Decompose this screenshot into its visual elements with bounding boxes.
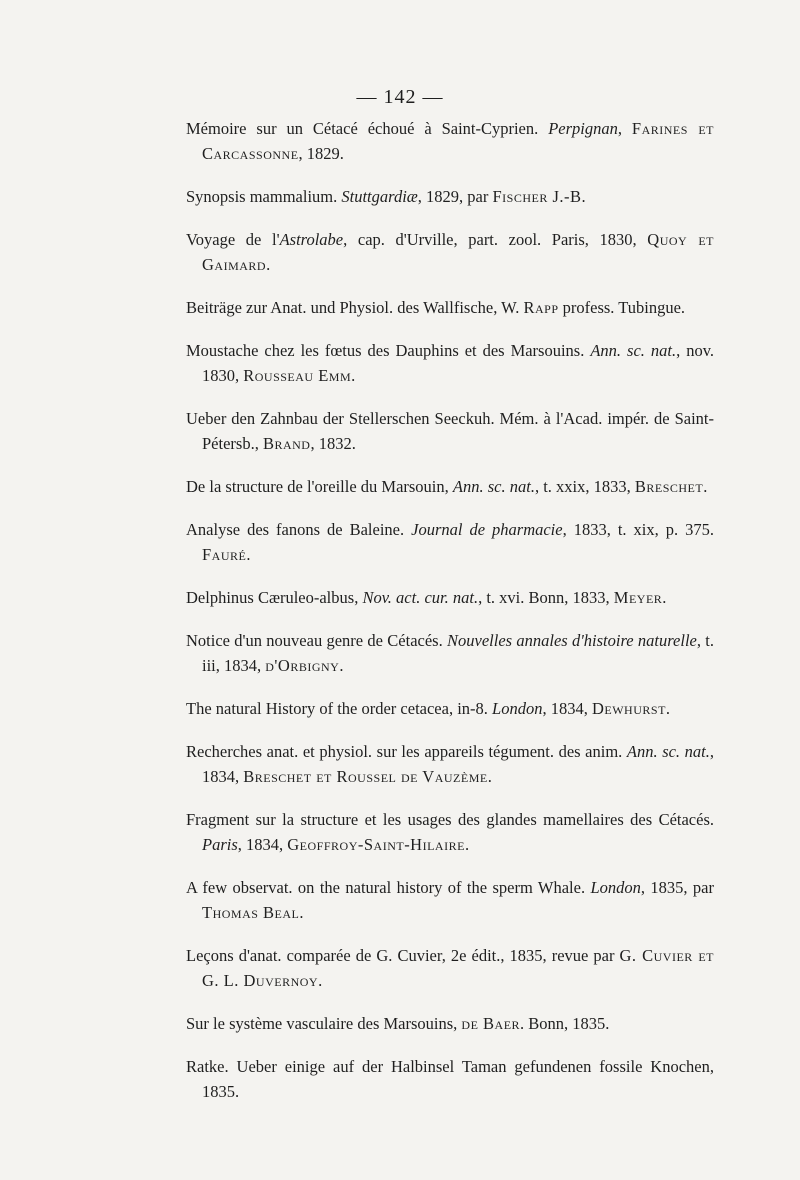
entry-author: Brand [262,434,311,453]
entry-author: G. Cuvier et G. L. Duvernoy [202,946,714,990]
bibliography-entry [186,1011,714,1036]
entry-text-end: , 1832. [310,434,356,453]
entry-author: Dewhurst [591,699,666,718]
bibliography-entry [186,875,714,925]
entry-text-end: . [246,545,251,564]
entry-text: Notice d'un nouveau genre de Cétacés. [186,631,448,650]
bibliography-entry [186,696,714,721]
entry-text-end: , 1829. [298,144,344,163]
entry-text-end: . [487,767,492,786]
entry-text-end: . [464,835,470,854]
entry-italic: Nov. act. cur. nat. [362,588,479,607]
entry-author: Rousseau Emm [243,366,352,385]
entry-text-end: . [665,699,671,718]
bibliography-entry [186,184,714,209]
entry-text: Analyse des fanons de Baleine. [186,520,412,539]
entry-text: De la structure de l'oreille du Marsouin, [186,477,453,496]
entry-text-mid: , 1834, [237,835,288,854]
entry-text-mid: , t. xxix, 1833, [534,477,635,496]
entry-text: Recherches anat. et physiol. sur les appareils tégument. des anim. [186,742,627,761]
entry-italic: Journal de pharmacie [411,520,563,539]
bibliography-entry [186,338,714,388]
entry-author: Thomas Beal [202,903,300,922]
entry-italic: London [492,699,543,718]
entry-text-mid: , 1834, [542,699,592,718]
entry-italic: London [590,878,641,897]
entry-text: Moustache chez les fœtus des Dauphins et des Marsouins. [186,341,591,360]
entry-text-mid: , t. iii, 1834, [202,631,714,675]
entry-author: de Baer [461,1014,521,1033]
bibliography-entry [186,227,714,277]
entry-text: Beiträge zur Anat. und Physiol. des Wallfische, W. [186,298,524,317]
entry-text-mid: , t. xvi. Bonn, 1833, [478,588,614,607]
bibliography-entry [186,628,714,678]
entry-text-end: . [339,656,344,675]
entry-text-end: . [703,477,708,496]
entry-text: Synopsis mammalium. [186,187,342,206]
entry-text-mid: , 1829, par [417,187,493,206]
entry-author: Meyer [613,588,663,607]
entry-text: Leçons d'anat. comparée de G. Cuvier, 2e édit., 1835, revue par [186,946,620,965]
entry-author: d'Orbigny [265,656,340,675]
entry-text: Ueber den Zahnbau der Stellerschen Seeckuh. Mém. à l'Acad. impér. de Saint-Pétersb., [186,409,714,453]
entry-text-mid: , nov. 1830, [202,341,714,385]
entry-italic: Ann. sc. nat. [452,477,535,496]
bibliography-entry [186,295,714,320]
bibliography-list [186,116,714,1122]
entry-author: Quoy et Gaimard [202,230,714,274]
entry-text: Sur le système vasculaire des Marsouins, [186,1014,462,1033]
entry-text-mid: , 1835, par [640,878,715,897]
entry-text-end: . Bonn, 1835. [520,1014,610,1033]
entry-text: Voyage de l' [186,230,280,249]
entry-author: Farines et Carcassonne [202,119,714,163]
entry-italic: Astrolabe [279,230,344,249]
entry-author: Geoffroy-Saint-Hilaire [287,835,465,854]
bibliography-entry [186,807,714,857]
entry-text-mid: , 1834, [202,742,714,786]
entry-italic: Paris [202,835,238,854]
entry-author: Rapp [523,298,559,317]
entry-text-end: . [318,971,323,990]
entry-italic: Stuttgardiæ [341,187,418,206]
entry-italic: Perpignan [548,119,618,138]
entry-author: Breschet [634,477,704,496]
entry-text-end: . [662,588,667,607]
bibliography-entry [186,739,714,789]
page-number: — 142 — [356,86,444,108]
entry-text: Fragment sur la structure et les usages des glandes mamellaires des Cétacés. [186,810,714,829]
entry-text-end: . [266,255,271,274]
bibliography-entry [186,406,714,456]
entry-text: Ratke. Ueber einige auf der Halbinsel Taman gefundenen fossile Knochen, 1835. [186,1057,714,1101]
entry-author: Fauré [202,545,247,564]
entry-text-mid: , [617,119,632,138]
bibliography-entry [186,116,714,166]
entry-text-end: . [351,366,356,385]
entry-author: Fischer J.-B. [492,187,587,206]
entry-text-mid: , 1833, t. xix, p. 375. [562,520,714,539]
entry-text: Delphinus Cæruleo-albus, [186,588,363,607]
entry-text-mid: , cap. d'Urville, part. zool. Paris, 1830, [343,230,648,249]
bibliography-entry [186,1054,714,1104]
entry-text: A few observat. on the natural history of the sperm Whale. [186,878,591,897]
entry-author: Breschet et Roussel de Vauzème [243,767,488,786]
entry-text-end: profess. Tubingue. [558,298,686,317]
entry-italic: Ann. sc. nat. [626,742,710,761]
entry-text: Mémoire sur un Cétacé échoué à Saint-Cyprien. [186,119,549,138]
bibliography-entry [186,585,714,610]
bibliography-entry [186,474,714,499]
bibliography-entry [186,517,714,567]
entry-italic: Nouvelles annales d'histoire naturelle [447,631,697,650]
entry-italic: Ann. sc. nat. [590,341,677,360]
entry-text-end: . [299,903,304,922]
bibliography-entry [186,943,714,993]
entry-text: The natural History of the order cetacea, in-8. [186,699,493,718]
